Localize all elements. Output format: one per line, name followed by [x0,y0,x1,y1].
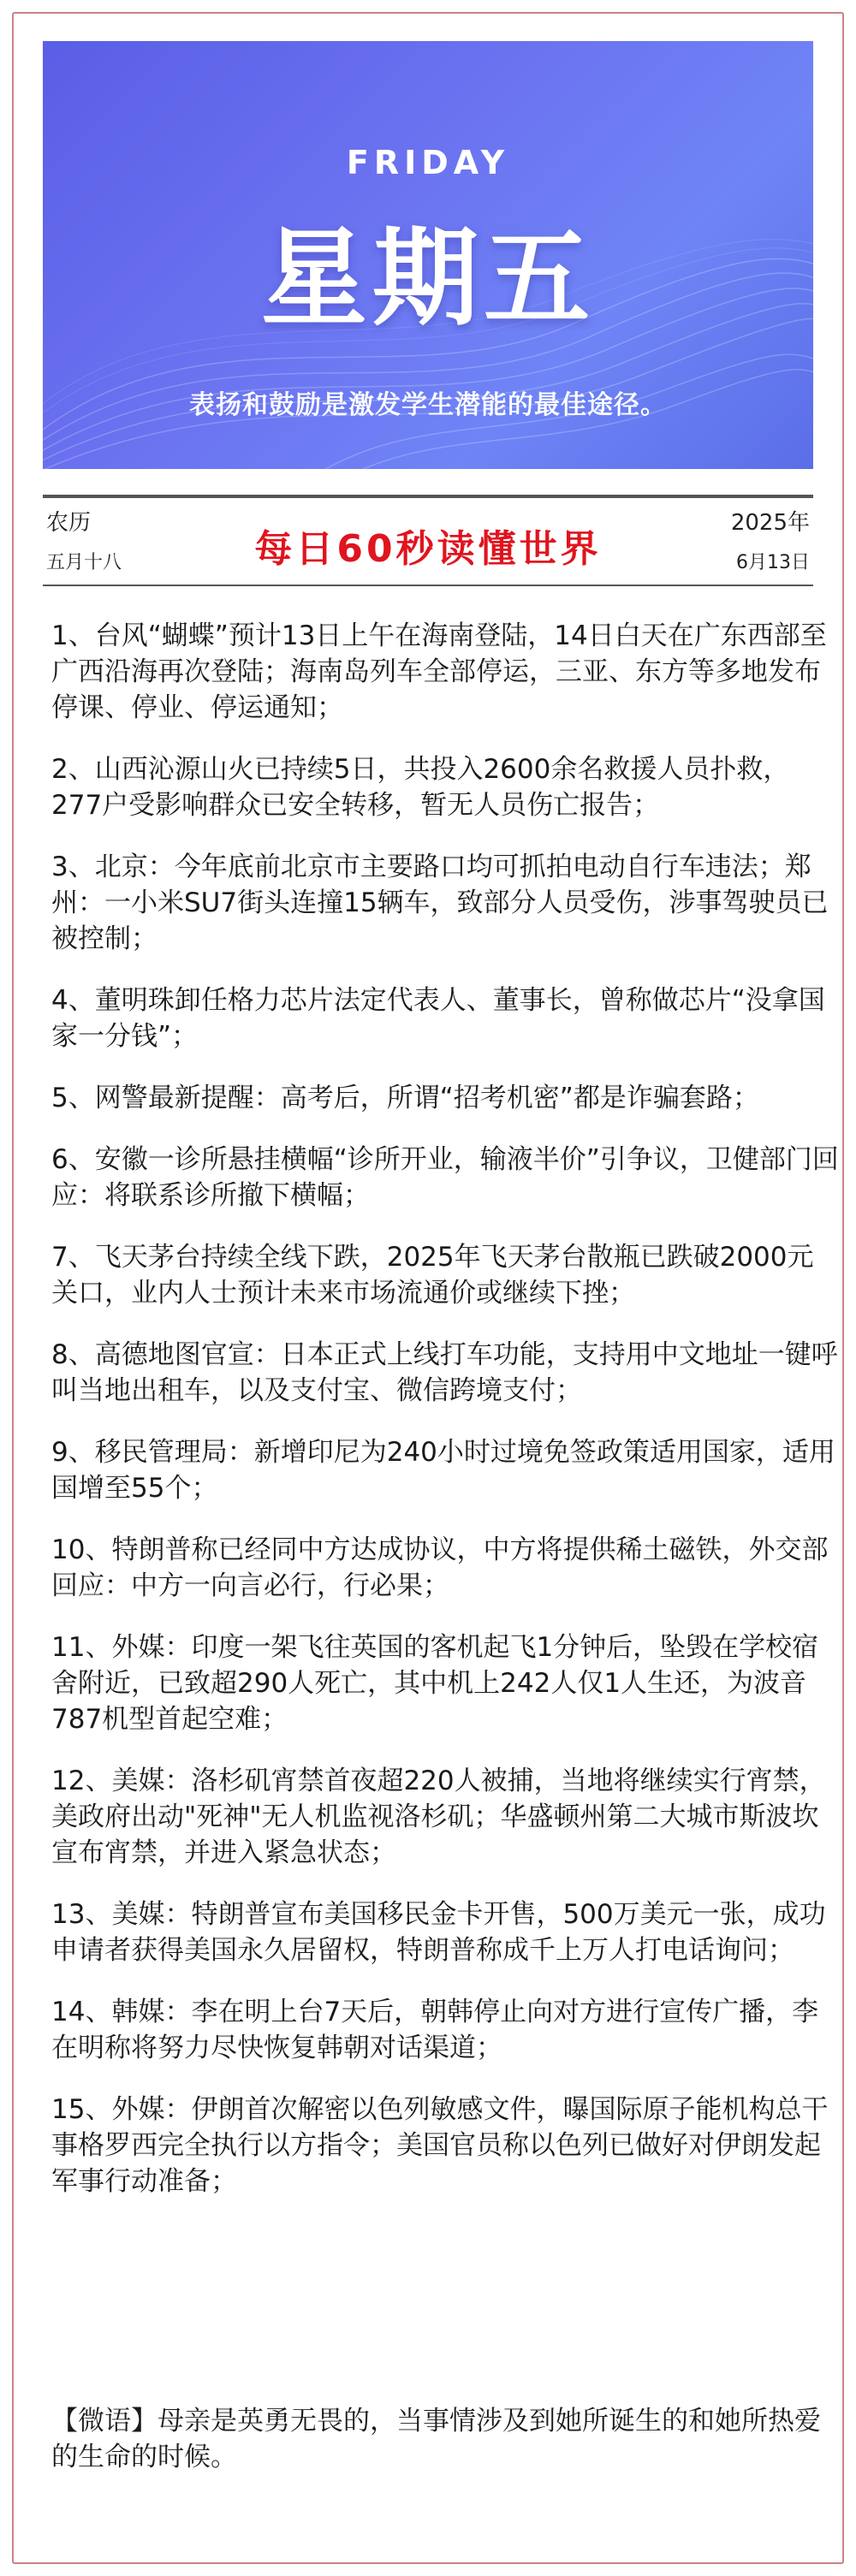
daily-motto: 表扬和鼓励是激发学生潜能的最佳途径。 [189,390,667,420]
lunar-date: 五月十八 [46,552,122,573]
weekday-english: FRIDAY [346,144,510,181]
news-item: 7、飞天茅台持续全线下跌，2025年飞天茅台散瓶已跌破2000元关口，业内人士预计未来市场流通价或继续下挫； [51,1242,814,1309]
news-item: 14、韩媒：李在明上台7天后，朝韩停止向对方进行宣传广播，李在明称将努力尽快恢复韩朝对话渠道； [51,1997,819,2063]
news-item: 4、董明珠卸任格力芯片法定代表人、董事长，曾称做芯片“没拿国家一分钱”； [51,985,825,1052]
date-banner [43,41,813,469]
year-label: 2025年 [730,510,810,536]
lunar-label: 农历 [46,510,92,536]
header-rule-top [43,495,813,498]
news-item: 5、网警最新提醒：高考后，所谓“招考机密”都是诈骗套路； [51,1083,759,1113]
news-item: 11、外媒：印度一架飞往英国的客机起飞1分钟后，坠毁在学校宿舍附近，已致超290人死亡，其中机上242人仅1人生还，为波音787机型首起空难； [51,1632,819,1735]
news-item: 6、安徽一诊所悬挂横幅“诊所开业，输液半价”引争议，卫健部门回应：将联系诊所撤下横幅； [51,1144,839,1211]
news-item: 12、美媒：洛杉矶宵禁首夜超220人被捕，当地将继续实行宵禁，美政府出动"死神"无人机监视洛杉矶；华盛顿州第二大城市斯波坎宣布宵禁，并进入紧急状态； [51,1766,826,1868]
date-label: 6月13日 [736,552,810,573]
news-list [51,618,839,2225]
news-item: 10、特朗普称已经同中方达成协议，中方将提供稀土磁铁，外交部回应：中方一向言必行，行必果； [51,1534,829,1601]
news-item: 8、高德地图官宣：日本正式上线打车功能，支持用中文地址一键呼叫当地出租车，以及支付宝、微信跨境支付； [51,1339,838,1406]
page-title: 每日60秒读懂世界 [254,527,602,571]
daily-quote: 【微语】母亲是英勇无畏的，当事情涉及到她所诞生的和她所热爱的生命的时候。 [51,2406,821,2472]
news-item: 15、外媒：伊朗首次解密以色列敏感文件，曝国际原子能机构总干事格罗西完全执行以方指令；美国官员称以色列已做好对伊朗发起军事行动准备； [51,2094,829,2197]
news-item: 3、北京：今年底前北京市主要路口均可抓拍电动自行车违法；郑州：一小米SU7街头连撞15辆车，致部分人员受伤，涉事驾驶员已被控制； [51,852,829,954]
news-item: 9、移民管理局：新增印尼为240小时过境免签政策适用国家，适用国增至55个； [51,1437,835,1504]
weekday-chinese: 星期五 [260,217,595,341]
news-item: 2、山西沁源山火已持续5日，共投入2600余名救援人员扑救，277户受影响群众已安全转移，暂无人员伤亡报告； [51,754,790,821]
header-rule-bottom [43,585,813,586]
news-item: 1、台风“蝴蝶”预计13日上午在海南登陆，14日白天在广东西部至广西沿海再次登陆；海南岛列车全部停运，三亚、东方等多地发布停课、停业、停运通知； [51,620,827,723]
news-item: 13、美媒：特朗普宣布美国移民金卡开售，500万美元一张，成功申请者获得美国永久居留权，特朗普称成千上万人打电话询问； [51,1899,826,1966]
